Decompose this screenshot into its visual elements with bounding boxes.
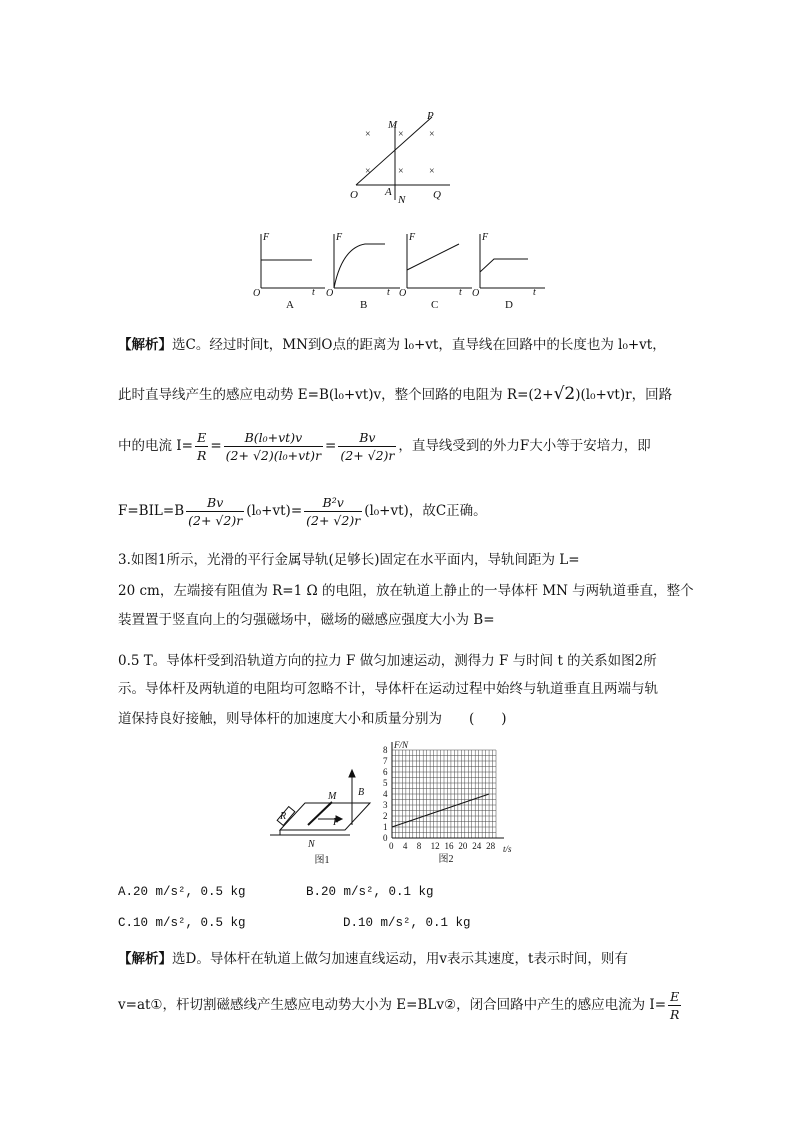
solution1-line2: 此时直导线产生的感应电动势 E=B(l₀+vt)v，整个回路的电阻为 R=(2+√2)(l₀+vt)r，回路 [118, 384, 673, 404]
svg-text:M: M [328, 791, 337, 802]
svg-text:R: R [280, 811, 287, 822]
x-tick-label: 8 [416, 841, 422, 851]
option-c: C.10 m/s², 0.5 kg [118, 916, 246, 930]
field-cross: × [365, 129, 371, 140]
y-tick-label: 0 [383, 833, 388, 843]
svg-text:N: N [308, 839, 315, 850]
svg-text:B: B [358, 787, 365, 798]
svg-text:F: F [409, 232, 416, 243]
svg-text:t: t [459, 287, 462, 298]
rail-plane [280, 803, 370, 830]
solution2-line2: v=at①，杆切割磁感线产生感应电动势大小为 E=BLv②，闭合回路中产生的感应电流为 I= $\frac{E}{R}$ [118, 989, 680, 1022]
question3-line6: 道保持良好接触，则导体杆的加速度大小和质量分别为 ( ) [118, 711, 507, 727]
question3-line1: 3.如图1所示，光滑的平行金属导轨(足够长)固定在水平面内，导轨间距为 L= [118, 552, 580, 568]
y-tick-label: 6 [383, 767, 388, 777]
field-cross: × [398, 129, 404, 140]
option-a: A.20 m/s², 0.5 kg [118, 885, 246, 899]
field-cross: × [398, 166, 404, 177]
svg-text:O: O [253, 288, 261, 299]
question3-line5: 示。导体杆及两轨道的电阻均可忽略不计，导体杆在运动过程中始终与轨道垂直且两端与轨 [118, 681, 658, 697]
question3-line2: 20 cm，左端接有阻值为 R=1 Ω 的电阻，放在轨道上静止的一导体杆 MN 与两轨道垂直，整个 [118, 583, 694, 599]
y-tick-label: 8 [383, 745, 388, 755]
svg-text:O: O [472, 288, 480, 299]
label-o: O [350, 189, 358, 201]
option-label-d: D [505, 299, 513, 311]
label-a: A [385, 186, 392, 198]
x-tick-label: 0 [389, 841, 394, 851]
x-tick-label: 24 [472, 841, 482, 851]
solution1-line3: 中的电流 I= $\frac{E}{R}$ = $\frac{\text{B(l₀+vt)v}}{\text{(2+ √2)(l₀+vt)r}}$ = $\frac{Bv}{(2+ √2)r}$ ，直导线受到的外力F大小等于安培力，即 [118, 430, 651, 463]
x-tick-label: 28 [486, 841, 496, 851]
svg-text:t: t [533, 287, 536, 298]
graph-d-curve [480, 259, 528, 272]
solution1-line4: F=BIL=B $\frac{Bv}{(2+ √2)r}$ (l₀+vt)= $\frac{\text{B²v}}{(2+ √2)r}$ (l₀+vt)，故C正确。 [118, 495, 487, 528]
x-tick-label: 4 [402, 841, 408, 851]
label-p: P [427, 110, 434, 122]
analysis-tag: 【解析】 [118, 951, 172, 967]
graph-b-curve [334, 244, 385, 288]
x-tick-label: 12 [430, 841, 440, 851]
figure2-caption: 图2 [438, 854, 454, 865]
y-tick-label: 1 [383, 822, 388, 832]
figure1-rails [270, 755, 382, 867]
svg-text:F: F [482, 232, 489, 243]
label-q: Q [433, 189, 441, 201]
y-tick-label: 2 [383, 811, 388, 821]
field-cross: × [365, 166, 371, 177]
svg-text:t: t [387, 287, 390, 298]
question3-line3: 装置置于竖直向上的匀强磁场中，磁场的磁感应强度大小为 B= [118, 612, 495, 628]
svg-text:t: t [312, 287, 315, 298]
figure1-caption: 图1 [314, 855, 330, 866]
option-label-a: A [286, 299, 294, 311]
option-graphs [250, 230, 550, 315]
option-label-c: C [431, 299, 439, 311]
y-tick-label: 4 [383, 789, 388, 799]
field-cross: × [429, 166, 435, 177]
svg-text:F: F [263, 232, 270, 243]
y-tick-label: 3 [383, 800, 388, 810]
x-tick-label: 16 [444, 841, 454, 851]
svg-text:O: O [326, 288, 334, 299]
solution2-line1: 【解析】选D。导体杆在轨道上做匀加速直线运动，用v表示其速度，t表示时间，则有 [118, 951, 628, 967]
y-tick-label: 5 [383, 778, 388, 788]
question3-line4: 0.5 T。导体杆受到沿轨道方向的拉力 F 做匀加速运动，测得力 F 与时间 t 的关系如图2所 [118, 653, 657, 669]
label-n: N [398, 194, 406, 206]
field-diagram [340, 105, 460, 210]
svg-text:O: O [399, 288, 407, 299]
svg-text:F: F [333, 817, 340, 828]
label-m: M [388, 119, 398, 131]
svg-text:F: F [336, 232, 343, 243]
field-cross: × [429, 129, 435, 140]
y-tick-label: 7 [383, 756, 388, 766]
solution1-line1: 【解析】选C。经过时间t，MN到O点的距离为 l₀+vt，直导线在回路中的长度也为 l₀+vt， [118, 337, 666, 353]
figure2-chart [378, 738, 518, 866]
analysis-tag: 【解析】 [118, 337, 172, 353]
rod-mn [308, 802, 332, 825]
option-d: D.10 m/s², 0.1 kg [343, 916, 471, 930]
graph-c-curve [407, 244, 459, 270]
option-label-b: B [360, 299, 368, 311]
option-b: B.20 m/s², 0.1 kg [306, 885, 434, 899]
chart-xlabel: t/s [503, 844, 512, 854]
chart-ylabel: F/N [394, 740, 409, 750]
x-tick-label: 20 [458, 841, 468, 851]
